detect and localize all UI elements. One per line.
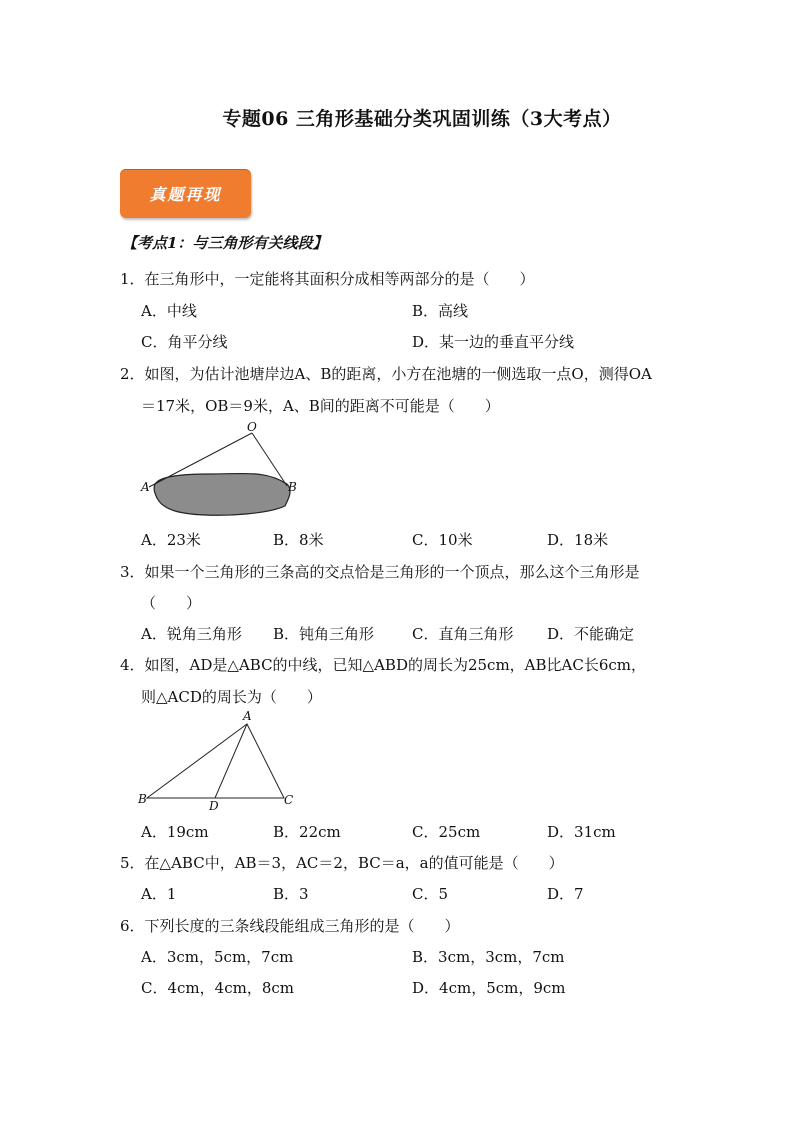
label-A: A (141, 480, 150, 494)
question-1-option-a: A．中线 (141, 302, 197, 320)
question-4-option-a: A．19cm (141, 823, 209, 841)
question-4-stem-line-2: 则△ACD的周长为（ ） (141, 688, 322, 706)
question-3-option-d: D．不能确定 (547, 625, 635, 643)
label-B: B (288, 480, 297, 494)
question-5-option-a: A．1 (141, 885, 177, 903)
label-B: B (138, 792, 147, 806)
question-3-option-c: C．直角三角形 (412, 625, 514, 643)
question-3-stem-line-1: 3．如果一个三角形的三条高的交点恰是三角形的一个顶点，那么这个三角形是 (120, 563, 640, 581)
label-D: D (209, 799, 219, 813)
question-3-option-b: B．钝角三角形 (273, 625, 375, 643)
pond-shape (154, 473, 290, 515)
question-2-stem-line-1: 2．如图，为估计池塘岸边A、B的距离，小方在池塘的一侧选取一点O，测得OA (120, 365, 652, 383)
label-C: C (284, 793, 294, 807)
median-AD (215, 724, 247, 798)
question-4-option-b: B．22cm (273, 823, 341, 841)
question-3-stem-line-2: （ ） (141, 594, 202, 612)
triangle-ABC (147, 724, 284, 798)
label-O: O (247, 420, 257, 434)
question-5-stem: 5．在△ABC中，AB＝3，AC＝2，BC＝a，a的值可能是（ ） (120, 854, 564, 872)
question-6-option-b: B．3cm，3cm，7cm (412, 948, 565, 966)
question-4-stem-line-1: 4．如图，AD是△ABC的中线，已知△ABD的周长为25cm，AB比AC长6cm， (120, 656, 647, 674)
page-title: 专题06 三角形基础分类巩固训练（3大考点） (222, 108, 622, 130)
question-6-option-a: A．3cm，5cm，7cm (141, 948, 294, 966)
question-1-option-b: B．高线 (412, 302, 469, 320)
question-4-option-d: D．31cm (547, 823, 616, 841)
question-4-triangle-figure (135, 708, 305, 813)
question-6-option-c: C．4cm，4cm，8cm (141, 979, 294, 997)
question-2-pond-figure (135, 418, 310, 523)
question-1-stem: 1．在三角形中，一定能将其面积分成相等两部分的是（ ） (120, 270, 535, 288)
question-1-option-c: C．角平分线 (141, 333, 228, 351)
question-6-stem: 6．下列长度的三条线段能组成三角形的是（ ） (120, 917, 460, 935)
question-1-option-d: D．某一边的垂直平分线 (412, 333, 575, 351)
question-2-option-d: D．18米 (547, 531, 609, 549)
section-heading: 【考点1：与三角形有关线段】 (122, 234, 328, 252)
question-5-option-d: D．7 (547, 885, 584, 903)
question-5-option-c: C．5 (412, 885, 449, 903)
question-6-option-d: D．4cm，5cm，9cm (412, 979, 566, 997)
question-2-option-c: C．10米 (412, 531, 473, 549)
question-2-option-b: B．8米 (273, 531, 324, 549)
section-banner: 真题再现 (120, 169, 251, 218)
question-3-option-a: A．锐角三角形 (141, 625, 242, 643)
question-2-option-a: A．23米 (141, 531, 201, 549)
question-5-option-b: B．3 (273, 885, 309, 903)
label-A: A (243, 709, 252, 723)
question-4-option-c: C．25cm (412, 823, 481, 841)
question-2-stem-line-2: ＝17米，OB＝9米，A、B间的距离不可能是（ ） (141, 397, 500, 415)
